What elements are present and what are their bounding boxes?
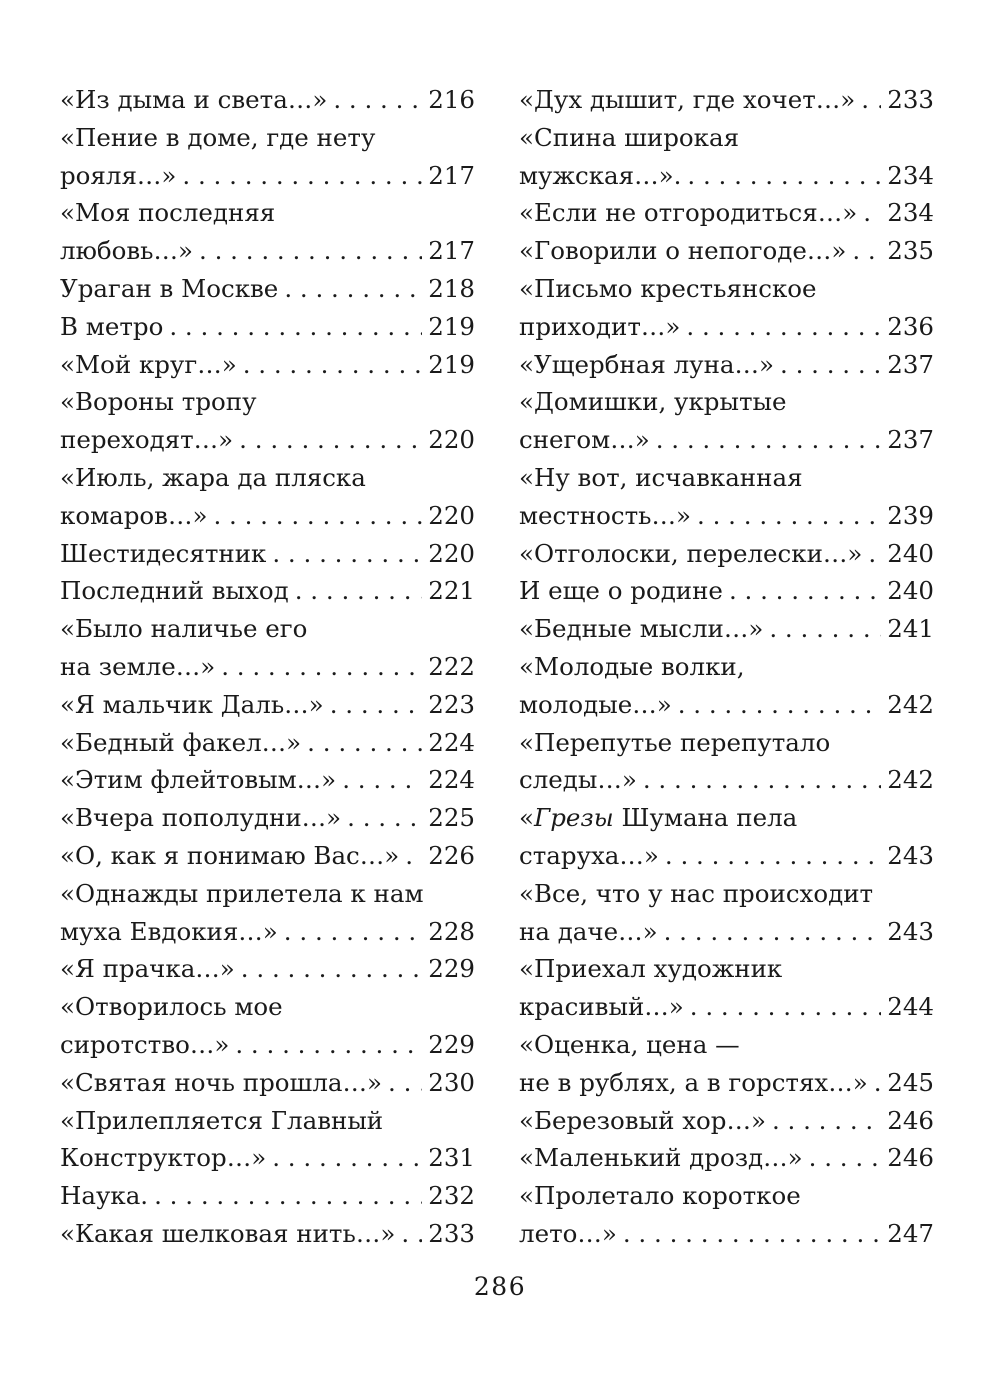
toc-entry-title: «Я мальчик Даль…» (60, 689, 324, 719)
toc-page-number: 230 (428, 1067, 475, 1097)
toc-entry-title: «Отголоски, перелески…» (519, 538, 863, 568)
toc-entry (60, 686, 475, 724)
toc-page-number: 241 (887, 614, 934, 644)
toc-line (60, 724, 475, 762)
toc-entry (519, 950, 934, 1026)
toc-page-number: 240 (887, 538, 934, 568)
toc-dot-leader (809, 1139, 882, 1177)
toc-entry-title: «Пролетало короткое (519, 1181, 801, 1211)
toc-line (519, 270, 934, 308)
toc-page-number: 222 (428, 651, 475, 681)
toc-entry (519, 383, 934, 459)
toc-page-number: 224 (428, 727, 475, 757)
toc-page-number: 236 (887, 311, 934, 341)
toc-line (519, 497, 934, 535)
toc-dot-leader (330, 686, 423, 724)
toc-line (60, 837, 475, 875)
toc-entry-title: «Бедные мысли…» (519, 614, 764, 644)
toc-entry-title: Конструктор…» (60, 1143, 267, 1173)
toc-dot-leader (664, 913, 882, 951)
toc-entry (519, 346, 934, 384)
toc-entry (60, 572, 475, 610)
toc-line (519, 421, 934, 459)
toc-line (60, 535, 475, 573)
toc-line (519, 913, 934, 951)
toc-page-number: 233 (428, 1218, 475, 1248)
toc-entry (60, 308, 475, 346)
toc-entry (60, 346, 475, 384)
toc-page-number: 217 (428, 236, 475, 266)
toc-line (519, 535, 934, 573)
toc-dot-leader (687, 157, 881, 195)
toc-entry (519, 1026, 934, 1102)
toc-entry-title: старуха…» (519, 840, 659, 870)
toc-entry (519, 875, 934, 951)
toc-entry-title: «Какая шелковая нить…» (60, 1218, 396, 1248)
toc-line (60, 232, 475, 270)
toc-entry (60, 459, 475, 535)
toc-dot-leader (874, 1064, 881, 1102)
page-number: 286 (473, 1272, 527, 1301)
toc-line (519, 1139, 934, 1177)
toc-entry (60, 610, 475, 686)
toc-page-number: 229 (428, 1029, 475, 1059)
toc-entry-title: «Вороны тропу (60, 387, 257, 417)
toc-entry (519, 459, 934, 535)
toc-line (519, 648, 934, 686)
toc-line (60, 383, 475, 421)
toc-line (519, 119, 934, 157)
toc-entry (60, 535, 475, 573)
toc-entry-title: Наука. (60, 1181, 149, 1211)
toc-line (60, 421, 475, 459)
toc-entry (519, 232, 934, 270)
toc-entry-title: «Прилепляется Главный (60, 1105, 384, 1135)
toc-dot-leader (284, 913, 422, 951)
toc-dot-leader (239, 421, 422, 459)
toc-line (60, 157, 475, 195)
toc-entry (60, 81, 475, 119)
toc-dot-leader (769, 610, 881, 648)
toc-entry (519, 81, 934, 119)
toc-entry (60, 799, 475, 837)
toc-page-number: 247 (887, 1218, 934, 1248)
toc-entry-title: «Бедный факел…» (60, 727, 302, 757)
toc-dot-leader (243, 346, 423, 384)
toc-page-number: 220 (428, 425, 475, 455)
toc-right-column (519, 81, 934, 1253)
toc-dot-leader (861, 81, 881, 119)
toc-dot-leader (388, 1064, 422, 1102)
toc-entry-title: «Оценка, цена — (519, 1029, 740, 1059)
toc-page-number: 224 (428, 765, 475, 795)
toc-entry (60, 194, 475, 270)
toc-line (519, 1064, 934, 1102)
toc-entry-title: «Ну вот, исчавканная (519, 462, 803, 492)
toc-line (60, 875, 475, 913)
toc-page-number: 239 (887, 500, 934, 530)
toc-page-number: 245 (887, 1067, 934, 1097)
toc-entry-title: снегом…» (519, 425, 650, 455)
toc-entry-title: на даче…» (519, 916, 658, 946)
toc-dot-leader (272, 1139, 422, 1177)
toc-entry-title: «Однажды прилетела к нам (60, 878, 424, 908)
toc-dot-leader (307, 724, 422, 762)
toc-dot-leader (690, 988, 881, 1026)
toc-left-column (60, 81, 475, 1253)
toc-entry (60, 270, 475, 308)
toc-page-number: 242 (887, 765, 934, 795)
toc-line (519, 875, 934, 913)
toc-entry (60, 837, 475, 875)
toc-entry-title: «Вчера пополудни…» (60, 803, 342, 833)
toc-entry (519, 724, 934, 800)
toc-entry-title: муха Евдокия…» (60, 916, 278, 946)
toc-entry-title: лето…» (519, 1218, 617, 1248)
toc-line (519, 308, 934, 346)
toc-entry (60, 761, 475, 799)
toc-entry-title: «О, как я понимаю Вас…» (60, 840, 400, 870)
toc-entry (519, 799, 934, 875)
toc-page-number: 226 (428, 840, 475, 870)
toc-line (519, 799, 934, 837)
toc-page-number: 240 (887, 576, 934, 606)
toc-page-number: 219 (428, 311, 475, 341)
toc-page-number: 225 (428, 803, 475, 833)
toc-entry-title: «Моя последняя (60, 198, 276, 228)
toc-page-number: 243 (887, 840, 934, 870)
toc-entry-title: «Перепутье перепутало (519, 727, 831, 757)
toc-entry-title: В метро (60, 311, 164, 341)
toc-entry-title: Последний выход (60, 576, 289, 606)
toc-dot-leader (780, 346, 881, 384)
toc-entry-title: И еще о родине (519, 576, 723, 606)
toc-line (519, 383, 934, 421)
toc-page-number: 234 (887, 198, 934, 228)
toc-page-number: 219 (428, 349, 475, 379)
toc-line (519, 761, 934, 799)
toc-line (60, 913, 475, 951)
toc-entry-title: «Приехал художник (519, 954, 783, 984)
toc-line (60, 648, 475, 686)
toc-line (519, 837, 934, 875)
toc-entry-title: рояля…» (60, 160, 177, 190)
toc-entry (519, 1139, 934, 1177)
toc-entry (60, 119, 475, 195)
toc-entry (519, 119, 934, 195)
toc-dot-leader (772, 1102, 881, 1140)
toc-line (60, 194, 475, 232)
toc-page-number: 220 (428, 538, 475, 568)
toc-entry-title: красивый…» (519, 992, 684, 1022)
toc-entry-title: мужская…». (519, 160, 682, 190)
toc-dot-leader (154, 1177, 422, 1215)
toc-line (519, 686, 934, 724)
toc-page-number: 243 (887, 916, 934, 946)
toc-entry-title: «Дух дышит, где хочет…» (519, 85, 856, 114)
toc-line (60, 1215, 475, 1253)
toc-entry (519, 572, 934, 610)
toc-line (60, 497, 475, 535)
toc-entry-title: следы…» (519, 765, 637, 795)
toc-dot-leader (665, 837, 881, 875)
toc-dot-leader (401, 1215, 422, 1253)
toc-entry-title: любовь…» (60, 236, 194, 266)
toc-entry-title: «Этим флейтовым…» (60, 765, 337, 795)
toc-entry-title: «Если не отгородиться…» (519, 198, 858, 228)
toc-page-number: 232 (428, 1181, 475, 1211)
toc-line (60, 308, 475, 346)
toc-line (519, 988, 934, 1026)
toc-dot-leader (405, 837, 422, 875)
toc-dot-leader (235, 1026, 422, 1064)
toc-line (519, 1026, 934, 1064)
toc-page-number: 217 (428, 160, 475, 190)
toc-dot-leader (868, 535, 881, 573)
toc-dot-leader (169, 308, 422, 346)
toc-line (60, 950, 475, 988)
toc-line (519, 724, 934, 762)
toc-dot-leader (199, 232, 422, 270)
toc-page-number: 244 (887, 992, 934, 1022)
toc-page-number: 221 (428, 576, 475, 606)
toc-entry (519, 194, 934, 232)
toc-entry-title: «Пение в доме, где нету (60, 122, 376, 152)
toc-line (60, 572, 475, 610)
toc-entry-title: комаров…» (60, 500, 208, 530)
toc-line (519, 157, 934, 195)
toc-entry-title: Шестидесятник (60, 538, 267, 568)
toc-entry (60, 875, 475, 951)
toc-page-number: 237 (887, 425, 934, 455)
toc-entry-title: не в рублях, а в горстях…» (519, 1067, 868, 1097)
toc-line (60, 119, 475, 157)
toc-page-number: 220 (428, 500, 475, 530)
toc-dot-leader (347, 799, 422, 837)
toc-line (519, 950, 934, 988)
toc-page-number: 237 (887, 349, 934, 379)
toc-entry-title: «Было наличье его (60, 614, 308, 644)
toc-entry-title: «Святая ночь прошла…» (60, 1067, 382, 1097)
toc-page-number: 242 (887, 689, 934, 719)
toc-dot-leader (182, 157, 422, 195)
toc-line (519, 1102, 934, 1140)
toc-dot-leader (342, 761, 422, 799)
toc-entry (60, 988, 475, 1064)
toc-entry-title: «Письмо крестьянское (519, 273, 817, 303)
toc-entry (60, 1177, 475, 1215)
toc-entry (519, 610, 934, 648)
toc-line (60, 610, 475, 648)
toc-dot-leader (623, 1215, 881, 1253)
toc-page-number: 246 (887, 1143, 934, 1173)
toc-page-number: 233 (887, 85, 934, 114)
toc-dot-leader (241, 950, 422, 988)
toc-entry-title: переходят…» (60, 425, 234, 455)
toc-entry-title: местность…» (519, 500, 692, 530)
toc-entry (60, 1102, 475, 1178)
toc-line (60, 1177, 475, 1215)
toc-line (60, 1139, 475, 1177)
toc-dot-leader (656, 421, 882, 459)
toc-line (60, 270, 475, 308)
toc-entry-title: Ураган в Москве (60, 273, 279, 303)
toc-italic-title-word: Грезы (534, 803, 614, 833)
toc-page-number: 223 (428, 689, 475, 719)
toc-entry-title: на земле…» (60, 651, 216, 681)
toc-entry-title: молодые…» (519, 689, 672, 719)
toc-page-number: 246 (887, 1105, 934, 1135)
toc-entry (519, 648, 934, 724)
toc-line (519, 194, 934, 232)
toc-entry-title: «Говорили о непогоде…» (519, 236, 847, 266)
toc-dot-leader (643, 761, 881, 799)
toc-line (60, 799, 475, 837)
toc-entry-title: «Отворилось мое (60, 992, 283, 1022)
toc-entry-title: «Ущербная луна…» (519, 349, 774, 379)
toc-entry-title: «Спина широкая (519, 122, 740, 152)
toc-entry-title: сиротство…» (60, 1029, 230, 1059)
toc-line (60, 81, 475, 119)
toc-dot-leader (221, 648, 422, 686)
toc-line (519, 1215, 934, 1253)
toc-page-number: 231 (428, 1143, 475, 1173)
toc-page-number: 228 (428, 916, 475, 946)
toc-entry-title: «Березовый хор…» (519, 1105, 766, 1135)
toc-entry (60, 724, 475, 762)
toc-line (519, 346, 934, 384)
toc-dot-leader (852, 232, 881, 270)
toc-page-number: 216 (428, 85, 475, 114)
toc-entry (60, 1064, 475, 1102)
toc-line (60, 1102, 475, 1140)
toc-line (519, 1177, 934, 1215)
toc-page-number: 235 (887, 236, 934, 266)
toc-line (519, 459, 934, 497)
toc-line (60, 346, 475, 384)
toc-entry-title: «Молодые волки, (519, 651, 745, 681)
toc-entry (519, 1102, 934, 1140)
toc-line (60, 988, 475, 1026)
toc-dot-leader (333, 81, 422, 119)
toc-entry (60, 1215, 475, 1253)
toc-entry (519, 270, 934, 346)
toc-line (519, 572, 934, 610)
toc-page-number: 218 (428, 273, 475, 303)
toc-dot-leader (678, 686, 882, 724)
toc-line (519, 610, 934, 648)
toc-dot-leader (686, 308, 881, 346)
toc-entry-title: приходит…» (519, 311, 681, 341)
toc-dot-leader (863, 194, 881, 232)
toc-entry (60, 383, 475, 459)
toc-entry (519, 535, 934, 573)
toc-line (60, 761, 475, 799)
toc-entry-title: «Я прачка…» (60, 954, 235, 984)
toc-line (60, 459, 475, 497)
toc-entry-title: «Июль, жара да пляска (60, 462, 366, 492)
toc-entry-title: «Домишки, укрытые (519, 387, 787, 417)
toc-entry-title: «Все, что у нас происходит (519, 878, 874, 908)
toc-dot-leader (272, 535, 422, 573)
toc-entry-title: «Мой круг…» (60, 349, 237, 379)
toc-dot-leader (213, 497, 422, 535)
toc-dot-leader (284, 270, 422, 308)
toc-line (60, 1064, 475, 1102)
toc-line (60, 1026, 475, 1064)
toc-line (519, 81, 934, 119)
toc-entry-title: «Грезы Шумана пела (519, 803, 798, 833)
toc-dot-leader (697, 497, 881, 535)
toc-line (60, 686, 475, 724)
toc-entry (519, 1177, 934, 1253)
toc-entry-title: «Маленький дрозд…» (519, 1143, 803, 1173)
toc-line (519, 232, 934, 270)
toc-dot-leader (729, 572, 881, 610)
toc-dot-leader (295, 572, 423, 610)
toc-entry-title: «Из дыма и света…» (60, 85, 328, 114)
toc-page-number: 229 (428, 954, 475, 984)
toc-page-number: 234 (887, 160, 934, 190)
toc-entry (60, 950, 475, 988)
